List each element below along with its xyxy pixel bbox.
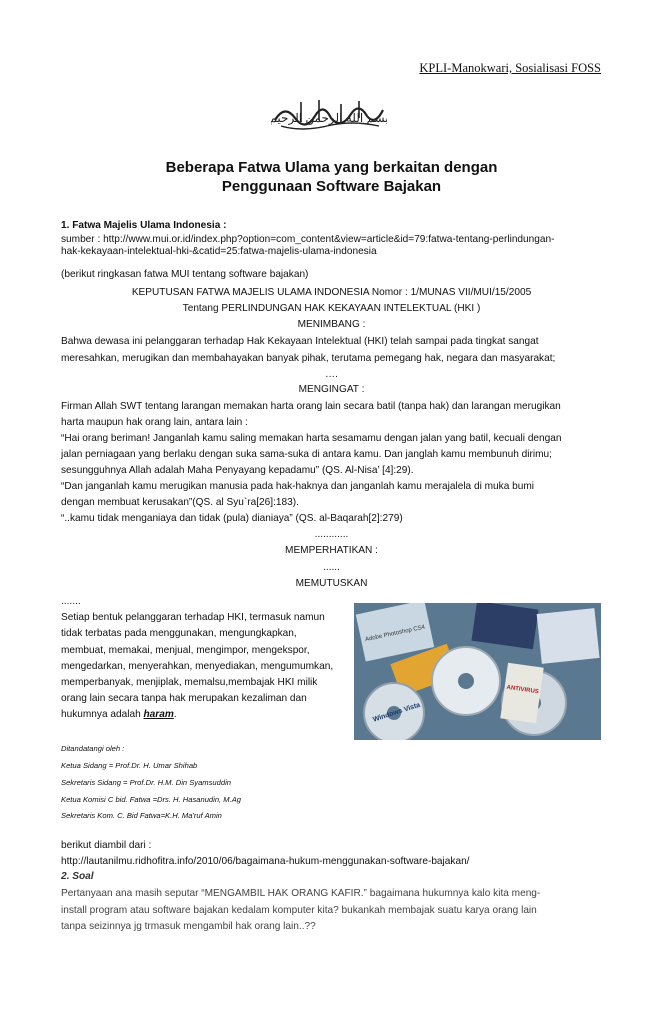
menimbang-heading: MENIMBANG : (297, 319, 366, 330)
ayat-1-line-2: jalan perniagaan yang berlaku dengan suka sama-suka di antara kamu. Dan janglah kamu membunuh dirimu; (61, 449, 552, 460)
source-url-line-2[interactable]: hak-kekayaan-intelektual-hki-&catid=25:fatwa-majelis-ulama-indonesia (61, 246, 377, 257)
haram-emphasis: haram (143, 709, 174, 720)
menimbang-text-2: meresahkan, merugikan dan membahayakan banyak pihak, terutama pemegang hak, negara dan masyarakat; (61, 353, 556, 364)
pirated-software-discs-photo (354, 603, 601, 740)
source-url-line-1[interactable]: sumber : http://www.mui.or.id/index.php?option=com_content&view=article&id=79:fatwa-tentang-perlindungan- (61, 234, 555, 245)
photo-label-antivirus: ANTIVIRUS (506, 684, 540, 696)
ellipsis-2: ............ (314, 529, 349, 540)
ruling-line-4: mengedarkan, menyerahkan, menyediakan, mengumumkan, (61, 661, 334, 672)
ruling-line-7-suffix: . (173, 709, 177, 720)
ruling-line-7 (61, 709, 177, 720)
signatory-4: Sekretaris Kom. C. Bid Fatwa=K.H. Ma'ruf Amin (61, 811, 222, 820)
ellipsis-3: ...... (323, 562, 340, 573)
section-1-heading: 1. Fatwa Majelis Ulama Indonesia : (61, 220, 227, 231)
question-line-1: Pertanyaan ana masih seputar “MENGAMBIL HAK ORANG KAFIR.” bagaimana hukumnya kalo kita meng- (61, 888, 541, 899)
mengingat-heading: MENGINGAT : (298, 384, 365, 395)
ruling-line-2: tidak terbatas pada menggunakan, mengungkapkan, (61, 628, 297, 639)
signed-by-label: Ditandatangi oleh : (61, 744, 125, 753)
basmala-calligraphy (271, 96, 387, 134)
photo-label-photoshop: Adobe Photoshop CS4 (364, 624, 426, 644)
title-line-2: Penggunaan Software Bajakan (221, 178, 442, 195)
memutuskan-heading: MEMUTUSKAN (295, 578, 368, 589)
title-line-1: Beberapa Fatwa Ulama yang berkaitan dengan (165, 159, 498, 176)
signatory-2: Sekretaris Sidang = Prof.Dr. H.M. Din Syamsuddin (61, 778, 232, 787)
signatory-3: Ketua Komisi C bid. Fatwa =Drs. H. Hasanudin, M.Ag (61, 795, 242, 804)
mengingat-text-1: Firman Allah SWT tentang larangan memakan harta orang lain secara batil (tanpa hak) dan larangan merugikan (61, 401, 561, 412)
section-2-source-url[interactable]: http://lautanilmu.ridhofitra.info/2010/06/bagaimana-hukum-menggunakan-software-bajakan/ (61, 856, 470, 867)
summary-note: (berikut ringkasan fatwa MUI tentang software bajakan) (61, 269, 309, 280)
ellipsis-4: ....... (61, 596, 81, 607)
signatory-1: Ketua Sidang = Prof.Dr. H. Umar Shihab (61, 761, 198, 770)
page-header: KPLI-Manokwari, Sosialisasi FOSS (419, 61, 601, 75)
question-line-3: tanpa seizinnya jg trmasuk mengambil hak orang lain..?? (61, 921, 316, 932)
document-title (0, 158, 663, 196)
ayat-2-line-2: dengan membuat kerusakan”(QS. al Syu`ra[26]:183). (61, 497, 299, 508)
ayat-2-line-1: “Dan janganlah kamu merugikan manusia pada hak-haknya dan janganlah kamu merajalela di muka bumi (61, 481, 535, 492)
ellipsis-1: …. (325, 369, 338, 380)
svg-text:بسم الله الرحمن الرحيم: بسم الله الرحمن الرحيم (271, 111, 387, 125)
tentang-line: Tentang PERLINDUNGAN HAK KEKAYAAN INTELEKTUAL (HKI ) (182, 303, 481, 314)
photo-label-vista: Windows Vista (372, 701, 422, 724)
ayat-1-line-3: sesungguhnya Allah adalah Maha Penyayang kepadamu” (QS. Al-Nisa’ [4]:29). (61, 465, 414, 476)
ruling-line-5: memperbanyak, menjiplak, memalsu,membajak HKI milik (61, 677, 318, 688)
menimbang-text-1: Bahwa dewasa ini pelanggaran terhadap Hak Kekayaan Intelektual (HKI) telah sampai pada tingkat sangat (61, 336, 539, 347)
ruling-line-7-prefix: hukumnya adalah (61, 709, 144, 720)
memperhatikan-heading: MEMPERHATIKAN : (285, 545, 378, 556)
ayat-3: “..kamu tidak menganiaya dan tidak (pula) dianiaya” (QS. al-Baqarah[2]:279) (61, 513, 403, 524)
ruling-line-1: Setiap bentuk pelanggaran terhadap HKI, termasuk namun (61, 612, 325, 623)
ruling-line-6: orang lain secara tanpa hak merupakan kezaliman dan (61, 693, 307, 704)
ruling-line-3: membuat, memakai, menjual, mengimpor, mengekspor, (61, 645, 310, 656)
keputusan-line: KEPUTUSAN FATWA MAJELIS ULAMA INDONESIA Nomor : 1/MUNAS VII/MUI/15/2005 (131, 287, 532, 298)
question-line-2: install program atau software bajakan kedalam komputer kita? bukankah membajak suatu karya orang lain (61, 905, 537, 916)
mengingat-text-2: harta maupun hak orang lain, antara lain : (61, 417, 248, 428)
taken-from-label: berikut diambil dari : (61, 840, 152, 851)
ayat-1-line-1: “Hai orang beriman! Janganlah kamu saling memakan harta sesamamu dengan jalan yang batil, kecuali dengan (61, 433, 562, 444)
section-2-heading: 2. Soal (61, 871, 94, 882)
